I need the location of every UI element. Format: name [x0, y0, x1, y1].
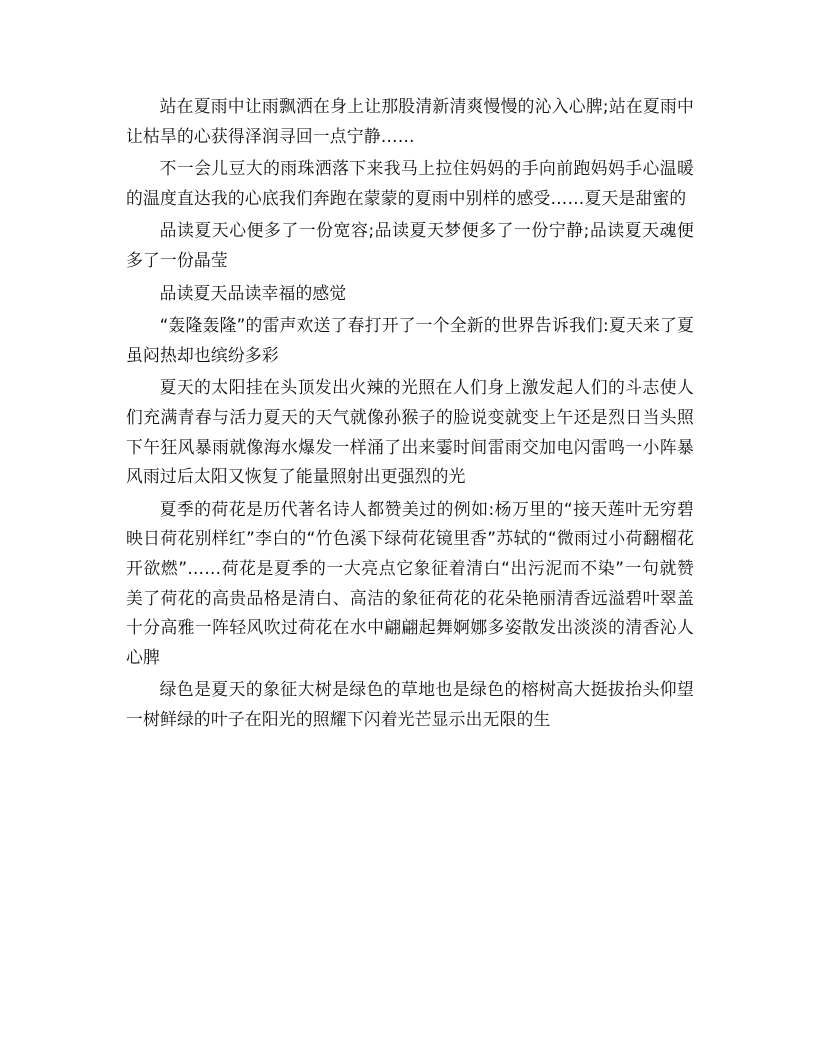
- paragraph-1: 站在夏雨中让雨飘洒在身上让那股清新清爽慢慢的沁入心脾;站在夏雨中让枯旱的心获得泽润寻回一点宁静……: [126, 96, 694, 146]
- paragraph-7: 夏季的荷花是历代著名诗人都赞美过的例如:杨万里的“接天莲叶无穷碧映日荷花别样红”李白的“竹色溪下绿荷花镜里香”苏轼的“微雨过小荷翻榴花开欲燃”……荷花是夏季的一大亮点它象征着清白“出污泥而不染”一句就赞美了荷花的高贵品格是清白、高洁的象征荷花的花朵艳丽清香远溢碧叶翠盖十分高雅一阵轻风吹过荷花在水中翩翩起舞婀娜多姿散发出淡淡的清香沁人心脾: [126, 498, 694, 667]
- paragraph-2: 不一会儿豆大的雨珠洒落下来我马上拉住妈妈的手向前跑妈妈手心温暖的温度直达我的心底我们奔跑在蒙蒙的夏雨中别样的感受……夏天是甜蜜的: [126, 158, 694, 208]
- paragraph-5: “轰隆轰隆”的雷声欢送了春打开了一个全新的世界告诉我们:夏天来了夏虽闷热却也缤纷多彩: [126, 315, 694, 365]
- paragraph-3: 品读夏天心便多了一份宽容;品读夏天梦便多了一份宁静;品读夏天魂便多了一份晶莹: [126, 220, 694, 270]
- paragraph-4: 品读夏天品读幸福的感觉: [159, 282, 347, 303]
- document-body: [126, 92, 694, 737]
- paragraph-8: 绿色是夏天的象征大树是绿色的草地也是绿色的榕树高大挺拔抬头仰望一树鲜绿的叶子在阳光的照耀下闪着光芒显示出无限的生: [126, 679, 694, 729]
- paragraph-6: 夏天的太阳挂在头顶发出火辣的光照在人们身上激发起人们的斗志使人们充满青春与活力夏天的天气就像孙猴子的脸说变就变上午还是烈日当头照下午狂风暴雨就像海水爆发一样涌了出来霎时间雷雨交加电闪雷鸣一小阵暴风雨过后太阳又恢复了能量照射出更强烈的光: [126, 377, 694, 487]
